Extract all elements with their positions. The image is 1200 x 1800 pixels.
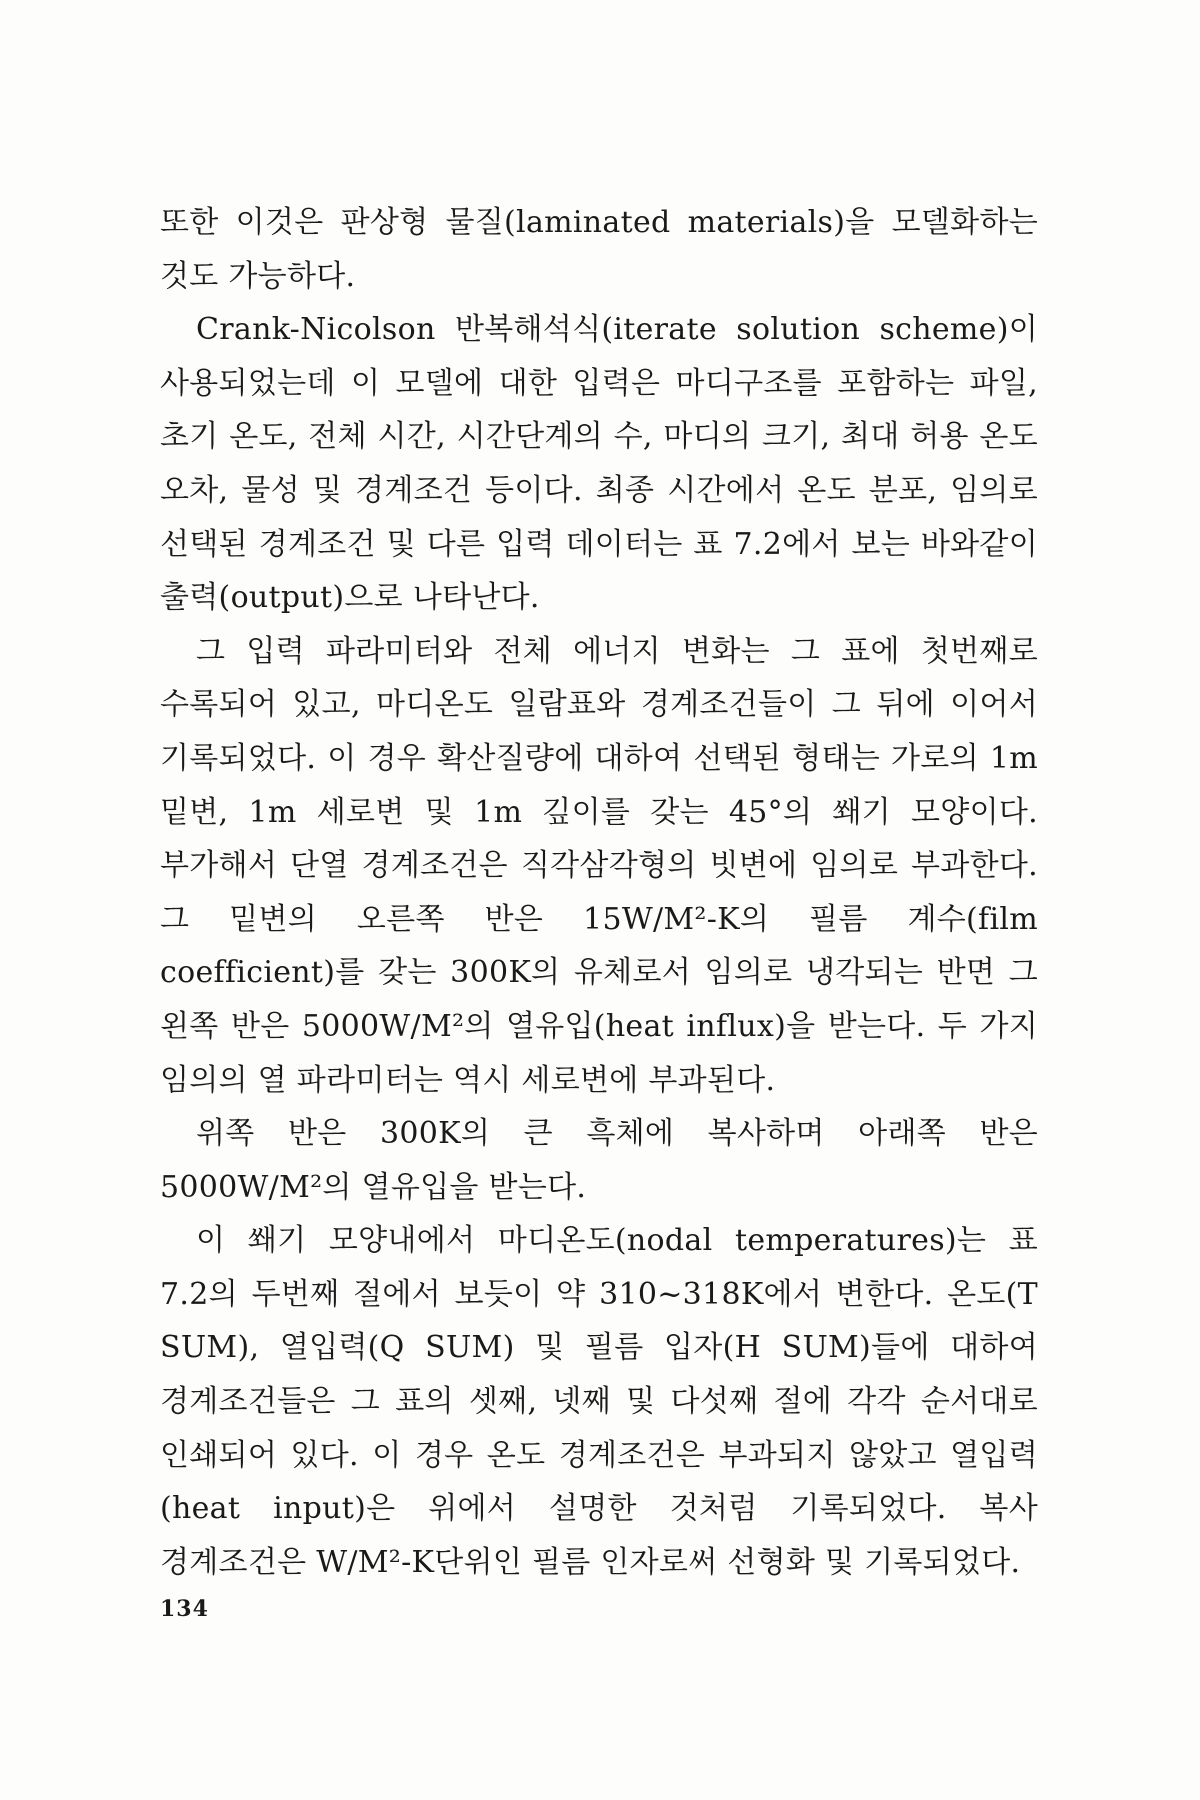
- paragraph-5: 이 쐐기 모양내에서 마디온도(nodal temperatures)는 표 7.2의 두번째 절에서 보듯이 약 310~318K에서 변한다. 온도(T SUM), 열입력(Q SUM) 및 필름 입자(H SUM)들에 대하여 경계조건들은 그 표의 셋째, 넷째 및 다섯째 절에 각각 순서대로 인쇄되어 있다. 이 경우 온도 경계조건은 부과되지 않았고 열입력(heat input)은 위에서 설명한 것처럼 기록되었다. 복사 경계조건은 W/M²-K단위인 필름 인자로써 선형화 및 기록되었다.: [160, 1223, 1038, 1580]
- body-text: [160, 196, 1038, 1589]
- paragraph-4: 위쪽 반은 300K의 큰 흑체에 복사하며 아래쪽 반은 5000W/M²의 열유입을 받는다.: [160, 1116, 1038, 1205]
- paragraph-1: 또한 이것은 판상형 물질(laminated materials)을 모델화하는 것도 가능하다.: [160, 205, 1038, 294]
- page-number: 134: [160, 1596, 209, 1622]
- paragraph-2: Crank-Nicolson 반복해석식(iterate solution scheme)이 사용되었는데 이 모델에 대한 입력은 마디구조를 포함하는 파일, 초기 온도, 전체 시간, 시간단계의 수, 마디의 크기, 최대 허용 온도 오차, 물성 및 경계조건 등이다. 최종 시간에서 온도 분포, 임의로 선택된 경계조건 및 다른 입력 데이터는 표 7.2에서 보는 바와같이 출력(output)으로 나타난다.: [160, 312, 1038, 616]
- paragraph-3: 그 입력 파라미터와 전체 에너지 변화는 그 표에 첫번째로 수록되어 있고, 마디온도 일람표와 경계조건들이 그 뒤에 이어서 기록되었다. 이 경우 확산질량에 대하여 선택된 형태는 가로의 1m 밑변, 1m 세로변 및 1m 깊이를 갖는 45°의 쐐기 모양이다. 부가해서 단열 경계조건은 직각삼각형의 빗변에 임의로 부과한다. 그 밑변의 오른쪽 반은 15W/M²-K의 필름 계수(film coefficient)를 갖는 300K의 유체로서 임의로 냉각되는 반면 그 왼쪽 반은 5000W/M²의 열유입(heat influx)을 받는다. 두 가지 임의의 열 파라미터는 역시 세로변에 부과된다.: [160, 633, 1038, 1098]
